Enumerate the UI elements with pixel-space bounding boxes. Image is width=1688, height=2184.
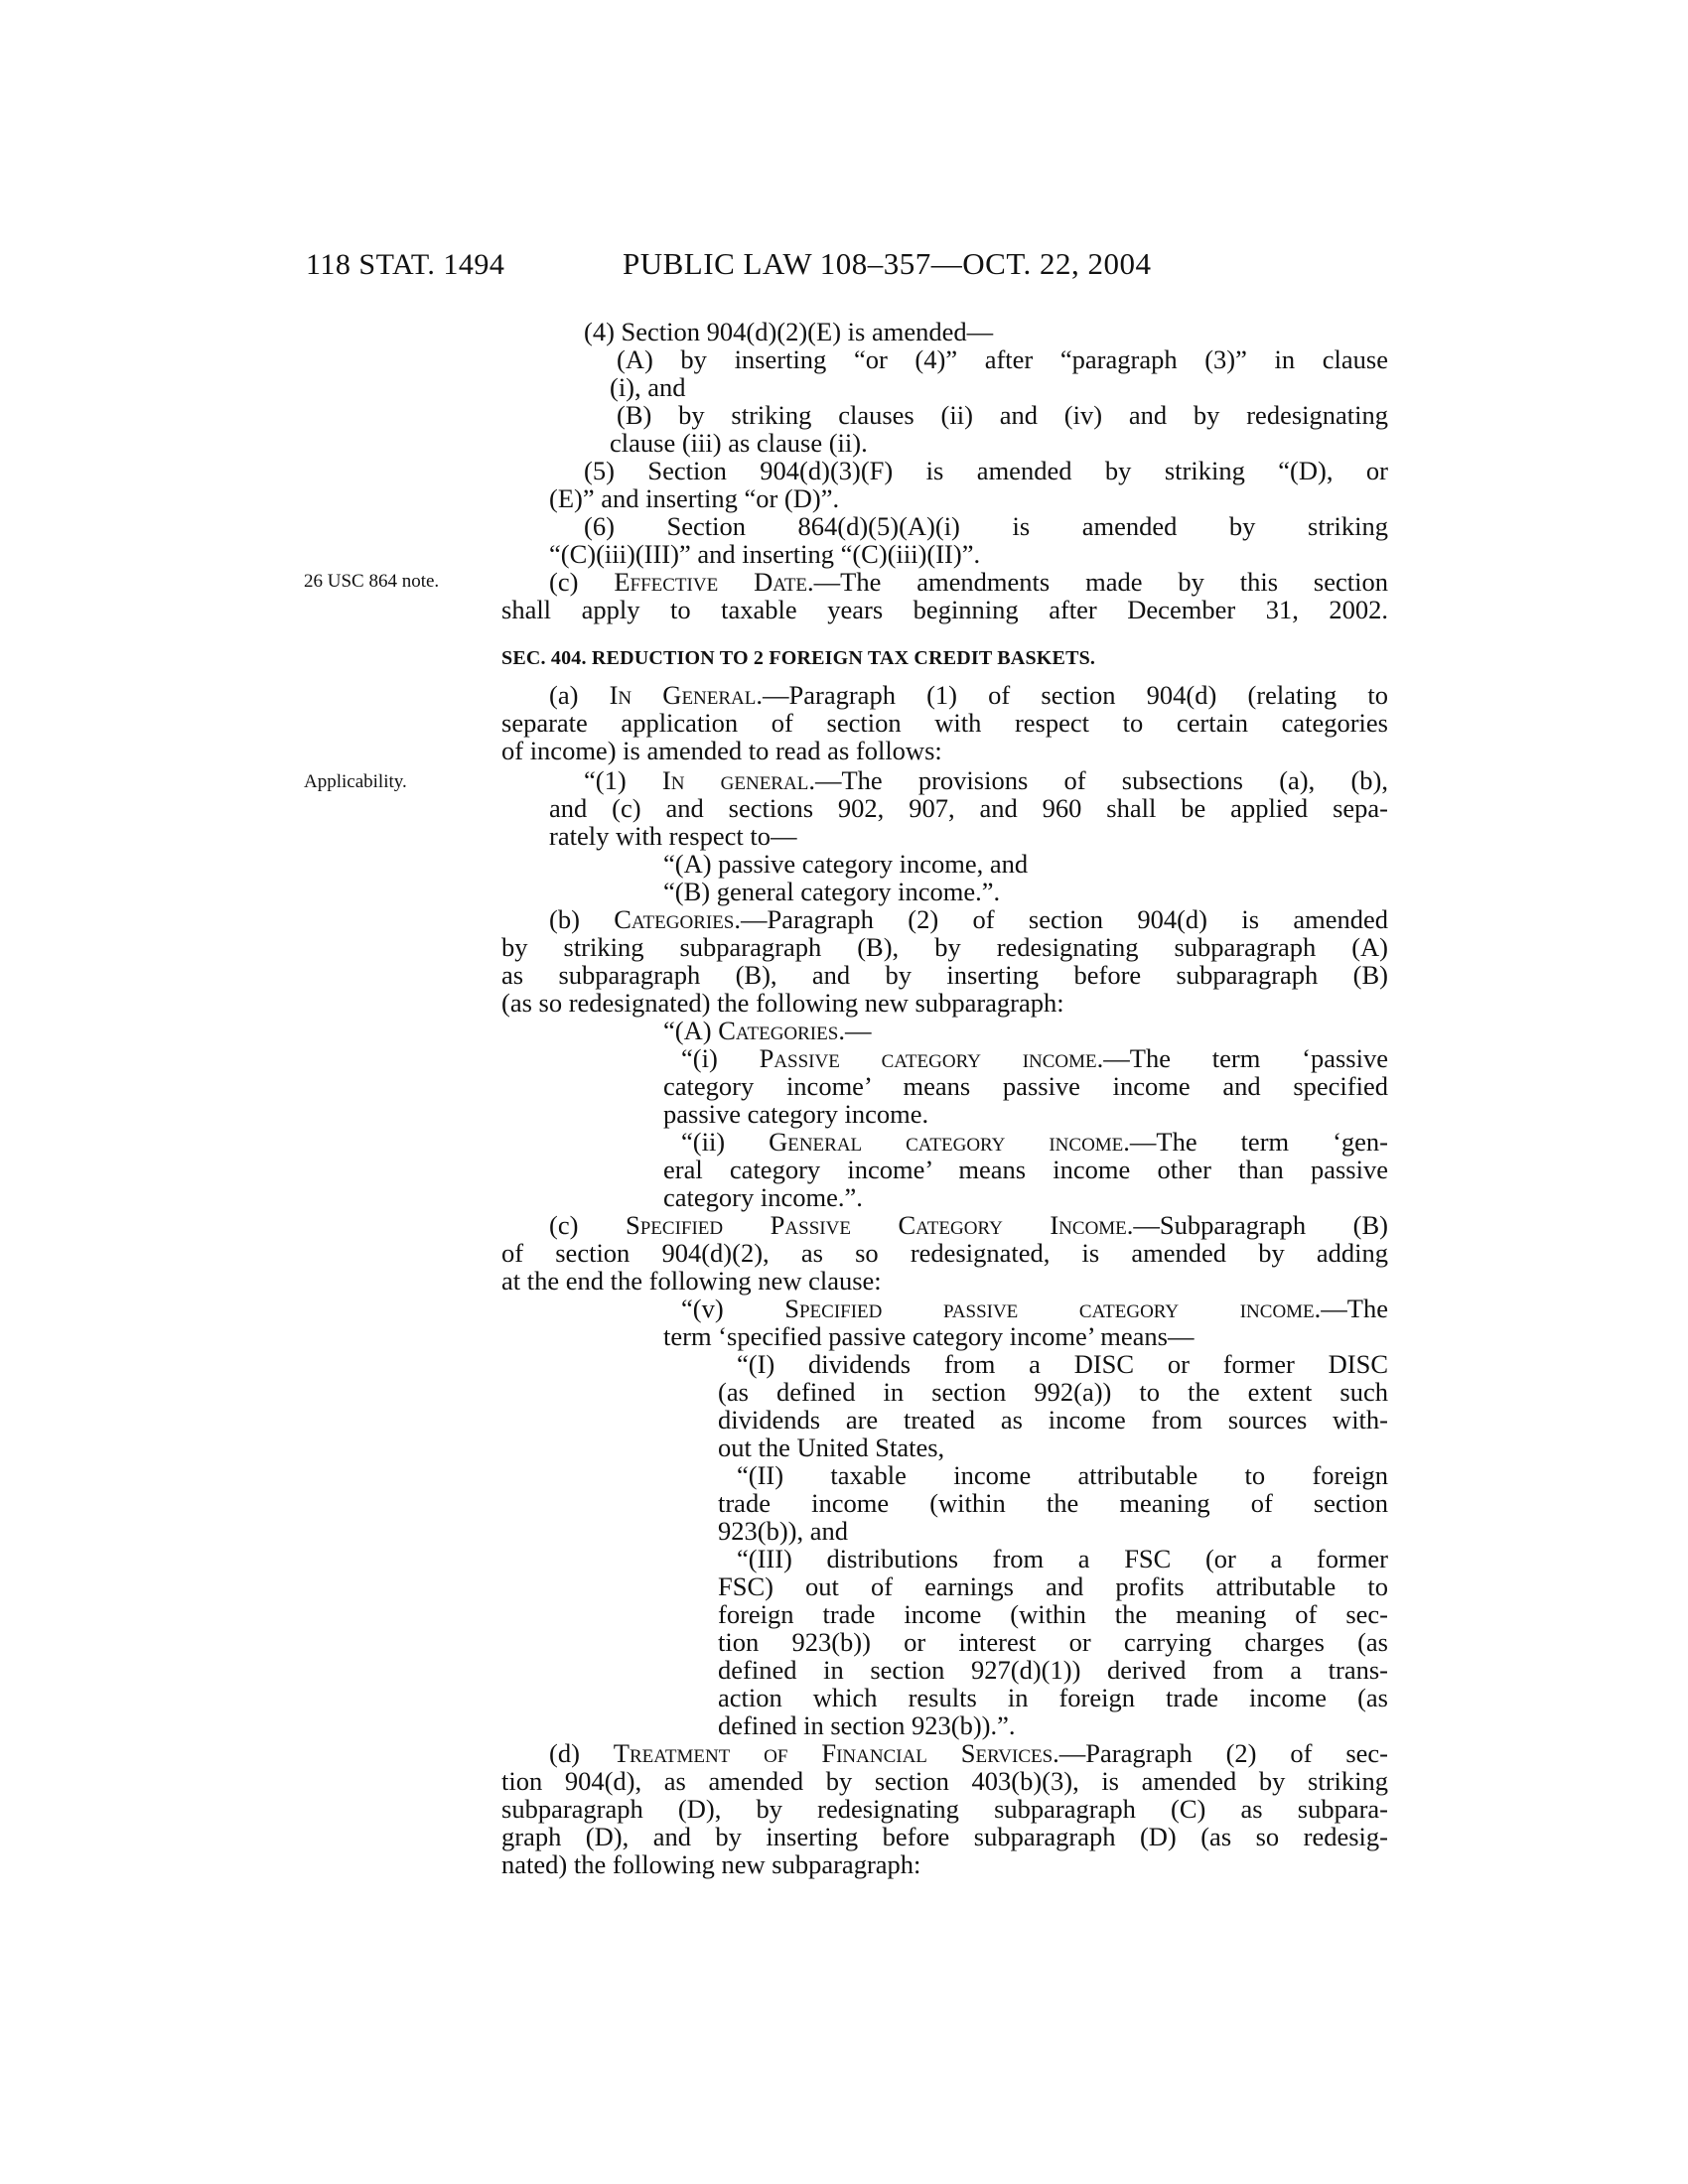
text-line: eral category income’ means income other than passive: [663, 1155, 1388, 1184]
section-heading: SEC. 404. REDUCTION TO 2 FOREIGN TAX CREDIT BASKETS.: [501, 647, 1096, 669]
text-line: and (c) and sections 902, 907, and 960 shall be applied sepa-: [549, 793, 1388, 823]
text-line: term ‘specified passive category income’ means—: [663, 1321, 1195, 1351]
text-line: separate application of section with respect to certain categories: [501, 708, 1388, 738]
text-line: “(I) dividends from a DISC or former DISC: [737, 1349, 1388, 1379]
text-line: FSC) out of earnings and profits attributable to: [718, 1571, 1388, 1601]
stat-page-number: 118 STAT. 1494: [306, 248, 505, 281]
text-line: foreign trade income (within the meaning of sec-: [718, 1599, 1388, 1629]
text-line: (5) Section 904(d)(3)(F) is amended by striking “(D), or: [584, 456, 1388, 485]
text-line: defined in section 927(d)(1)) derived from a trans-: [718, 1655, 1388, 1685]
text-line: (as defined in section 992(a)) to the extent such: [718, 1377, 1388, 1407]
text-line: (4) Section 904(d)(2)(E) is amended—: [584, 317, 994, 346]
text-line: (b) Categories.—Paragraph (2) of section 904(d) is amended: [549, 904, 1388, 934]
margin-note-applicability: Applicability.: [304, 771, 407, 792]
text-line: (E)” and inserting “or (D)”.: [549, 483, 840, 513]
text-line: category income.”.: [663, 1182, 863, 1212]
text-line: tion 904(d), as amended by section 403(b)(3), is amended by striking: [501, 1766, 1388, 1796]
running-header: PUBLIC LAW 108–357—OCT. 22, 2004: [623, 246, 1152, 281]
text-line: of income) is amended to read as follows:: [501, 736, 942, 765]
text-line: (d) Treatment of Financial Services.—Paragraph (2) of sec-: [549, 1738, 1388, 1768]
text-line: by striking subparagraph (B), by redesignating subparagraph (A): [501, 932, 1388, 962]
text-line: (A) by inserting “or (4)” after “paragraph (3)” in clause: [617, 344, 1388, 374]
text-line: at the end the following new clause:: [501, 1266, 882, 1296]
text-line: of section 904(d)(2), as so redesignated, is amended by adding: [501, 1238, 1388, 1268]
text-line: 923(b)), and: [718, 1516, 848, 1546]
text-line: defined in section 923(b)).”.: [718, 1710, 1016, 1740]
text-line: “(1) In general.—The provisions of subsections (a), (b),: [584, 765, 1388, 795]
text-line: “(i) Passive category income.—The term ‘passive: [681, 1043, 1388, 1073]
text-line: tion 923(b)) or interest or carrying charges (as: [718, 1627, 1388, 1657]
text-line: as subparagraph (B), and by inserting before subparagraph (B): [501, 960, 1388, 990]
text-line: nated) the following new subparagraph:: [501, 1849, 921, 1879]
text-line: (B) by striking clauses (ii) and (iv) and by redesignating: [617, 400, 1388, 430]
text-line: (i), and: [610, 372, 686, 402]
text-line: shall apply to taxable years beginning after December 31, 2002.: [501, 595, 1388, 624]
text-line: (c) Effective Date.—The amendments made by this section: [549, 567, 1388, 597]
text-line: out the United States,: [718, 1433, 945, 1462]
text-line: graph (D), and by inserting before subparagraph (D) (as so redesig-: [501, 1822, 1388, 1851]
text-line: (c) Specified Passive Category Income.—Subparagraph (B): [549, 1210, 1388, 1240]
text-line: category income’ means passive income and specified: [663, 1071, 1388, 1101]
text-line: action which results in foreign trade income (as: [718, 1683, 1388, 1712]
text-line: trade income (within the meaning of section: [718, 1488, 1388, 1518]
text-line: “(ii) General category income.—The term ‘gen-: [681, 1127, 1388, 1157]
text-line: dividends are treated as income from sources with-: [718, 1405, 1388, 1434]
text-line: “(B) general category income.”.: [663, 877, 1001, 906]
text-line: “(III) distributions from a FSC (or a former: [737, 1544, 1388, 1573]
text-line: “(C)(iii)(III)” and inserting “(C)(iii)(II)”.: [549, 539, 981, 569]
text-line: subparagraph (D), by redesignating subparagraph (C) as subpara-: [501, 1794, 1388, 1824]
margin-note-usc: 26 USC 864 note.: [304, 571, 440, 592]
text-line: rately with respect to—: [549, 821, 797, 851]
text-line: “(A) passive category income, and: [663, 849, 1029, 879]
text-line: “(A) Categories.—: [663, 1016, 872, 1045]
text-line: (a) In General.—Paragraph (1) of section 904(d) (relating to: [549, 680, 1389, 710]
text-line: “(II) taxable income attributable to foreign: [737, 1460, 1388, 1490]
text-line: (6) Section 864(d)(5)(A)(i) is amended by striking: [584, 511, 1388, 541]
text-line: (as so redesignated) the following new subparagraph:: [501, 988, 1064, 1018]
text-line: “(v) Specified passive category income.—The: [681, 1294, 1388, 1323]
text-line: clause (iii) as clause (ii).: [610, 428, 868, 458]
text-line: passive category income.: [663, 1099, 929, 1129]
